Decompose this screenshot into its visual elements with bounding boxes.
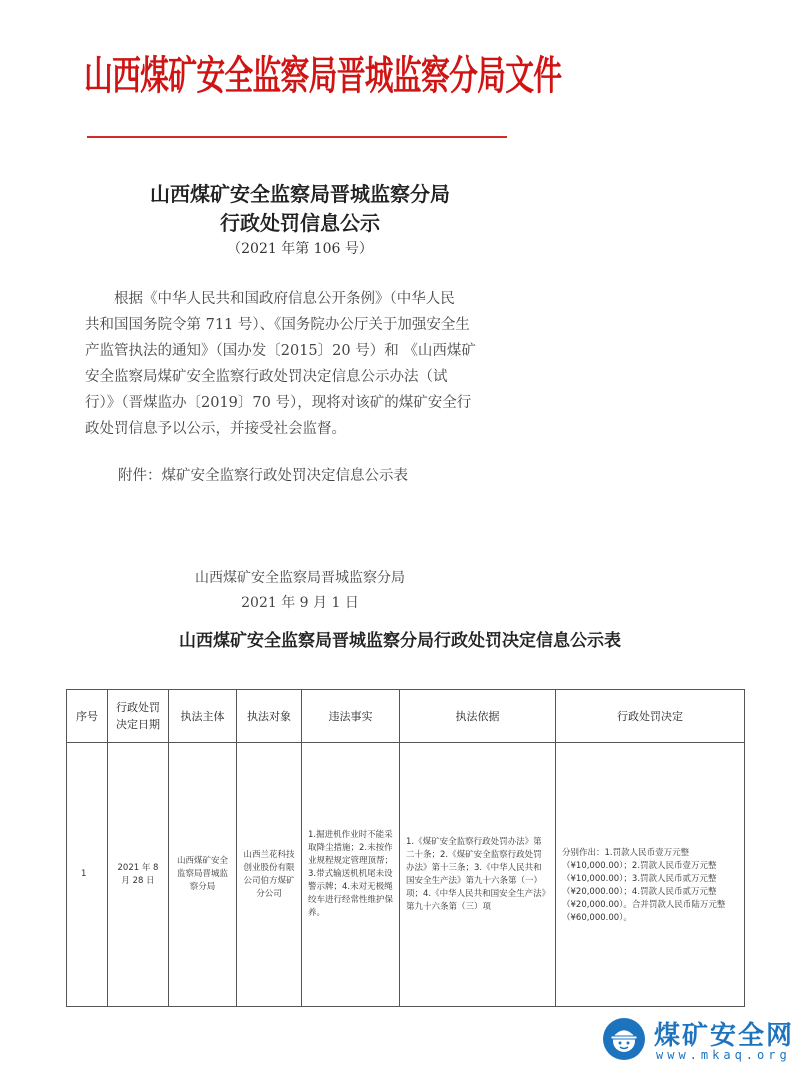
body-line: 产监管执法的通知》（国办发〔2015〕20 号）和 《山西煤矿	[85, 343, 476, 359]
cell-facts: 1.掘进机作业时不能采取降尘措施；2.未按作业规程规定管理顶帮；3.带式输送机机尾未设警示牌；4.未对无极绳绞车进行经常性维护保养。	[302, 743, 400, 1007]
doc-title-line2: 行政处罚信息公示	[220, 211, 380, 235]
doc-body-paragraph	[85, 286, 500, 442]
header-decision: 行政处罚决定	[556, 690, 745, 743]
body-line: 行）》（晋煤监办〔2019〕70 号），现将对该矿的煤矿安全行	[85, 395, 472, 411]
body-line: 共和国国务院令第 711 号）、《国务院办公厅关于加强安全生	[85, 317, 470, 333]
watermark-site-name: 煤矿安全网	[654, 1021, 795, 1051]
doc-number: （2021 年第 106 号）	[227, 241, 373, 257]
signature-date: 2021 年 9 月 1 日	[241, 595, 359, 611]
cell-seq: 1	[67, 743, 108, 1007]
doc-title-line1: 山西煤矿安全监察局晋城监察分局	[150, 182, 450, 206]
penalty-info-table	[66, 689, 745, 1007]
document-header-title: 山西煤矿安全监察局晋城监察分局文件	[83, 52, 562, 99]
helmet-worker-icon	[602, 1017, 646, 1061]
body-line: 根据《中华人民共和国政府信息公开条例》（中华人民	[114, 291, 455, 307]
header-facts: 违法事实	[302, 690, 400, 743]
cell-basis: 1.《煤矿安全监察行政处罚办法》第二十条；2.《煤矿安全监察行政处罚办法》第十三条；3.《中华人民共和国安全生产法》第九十六条第（一）项；4.《中华人民共和国安全生产法》第九十六条第（三）项	[400, 743, 556, 1007]
header-seq: 序号	[67, 690, 108, 743]
attachment-note: 附件：煤矿安全监察行政处罚决定信息公示表	[118, 468, 408, 484]
cell-decision: 分别作出：1.罚款人民币壹万元整（¥10,000.00）；2.罚款人民币壹万元整（¥10,000.00）；3.罚款人民币贰万元整（¥20,000.00）；4.罚款人民币贰万元整（¥20,000.00）。合并罚款人民币陆万元整（¥60,000.00）。	[556, 743, 745, 1007]
table-row	[67, 743, 745, 1007]
cell-subject: 山西煤矿安全监察局晋城监察分局	[169, 743, 237, 1007]
watermark-site-url: www.mkaq.org	[656, 1048, 791, 1062]
body-line: 政处罚信息予以公示，并接受社会监督。	[85, 421, 346, 437]
header-date-line: 决定日期	[116, 718, 160, 731]
table-header-row	[67, 690, 745, 743]
cell-date: 2021 年 8 月 28 日	[108, 743, 169, 1007]
header-basis: 执法依据	[400, 690, 556, 743]
table-title: 山西煤矿安全监察局晋城监察分局行政处罚决定信息公示表	[179, 631, 621, 651]
header-target: 执法对象	[237, 690, 302, 743]
signature-organization: 山西煤矿安全监察局晋城监察分局	[195, 570, 405, 586]
body-line: 安全监察局煤矿安全监察行政处罚决定信息公示办法（试	[85, 369, 448, 385]
header-date	[108, 690, 169, 743]
header-divider	[87, 136, 507, 138]
cell-target: 山西兰花科技创业股份有限公司伯方煤矿分公司	[237, 743, 302, 1007]
header-subject: 执法主体	[169, 690, 237, 743]
header-date-line: 行政处罚	[116, 701, 160, 714]
